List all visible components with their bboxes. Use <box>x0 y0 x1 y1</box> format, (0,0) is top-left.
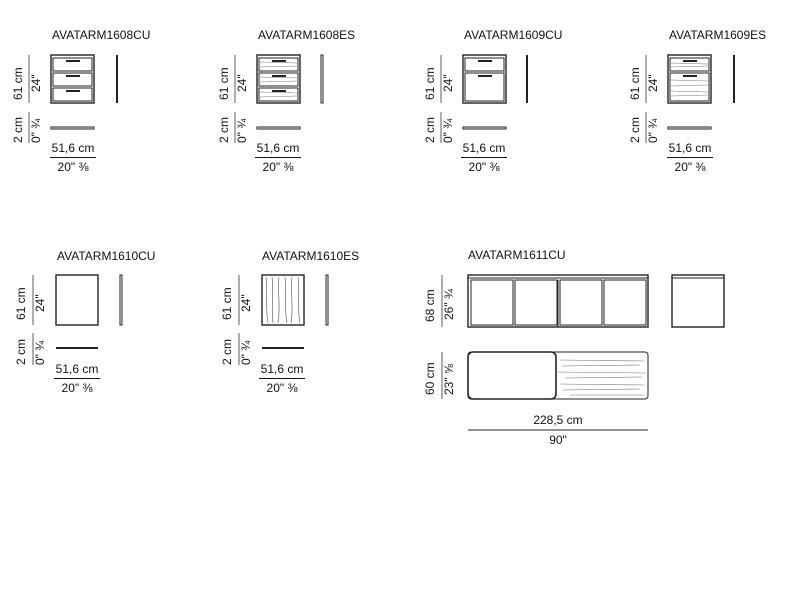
width-in: 20" ⅜ <box>262 160 294 174</box>
thickness-cm: 2 cm <box>217 116 231 143</box>
height-in: 24" <box>235 74 249 92</box>
drawer <box>53 73 92 86</box>
thickness-in: 0" ¾ <box>646 118 660 143</box>
width-dimension <box>259 363 305 394</box>
side-view <box>672 275 724 327</box>
height-cm: 61 cm <box>11 67 25 100</box>
drawing-1609es <box>668 55 734 129</box>
height-in: 24" <box>441 74 455 92</box>
top-view <box>257 127 300 129</box>
height-in: 24" <box>33 294 47 312</box>
width-in: 20" ⅜ <box>674 160 706 174</box>
width-dimension <box>50 142 96 173</box>
top-view <box>51 127 94 129</box>
width-in: 20" ⅜ <box>266 381 298 395</box>
width-cm: 51,6 cm <box>255 142 301 158</box>
drawing-1608cu <box>51 55 117 129</box>
thickness-cm: 2 cm <box>628 116 642 143</box>
top-view <box>468 352 648 399</box>
width-in: 20" ⅜ <box>61 381 93 395</box>
thickness-in: 0" ¾ <box>33 340 47 365</box>
thickness-in: 0" ¾ <box>235 118 249 143</box>
thickness-cm: 2 cm <box>423 116 437 143</box>
width-cm: 51,6 cm <box>259 363 305 379</box>
module-code: AVATARM1608ES <box>258 28 356 42</box>
height-cm: 61 cm <box>14 287 28 320</box>
height-in: 24" <box>239 294 253 312</box>
width-cm: 51,6 cm <box>667 142 713 158</box>
drawing-1610es <box>262 275 328 348</box>
thickness-in: 0" ¾ <box>239 340 253 365</box>
height-cm: 61 cm <box>628 67 642 100</box>
height-in: 26" ¾ <box>442 289 456 320</box>
thickness-cm: 2 cm <box>11 116 25 143</box>
drawing-1611cu <box>468 275 724 430</box>
height-cm: 61 cm <box>217 67 231 100</box>
depth-cm: 60 cm <box>423 362 437 395</box>
width-in: 20" ⅜ <box>468 160 500 174</box>
drawer <box>53 58 92 71</box>
height-cm: 68 cm <box>423 289 437 322</box>
depth-in: 23" ⅝ <box>442 364 456 395</box>
width-cm: 51,6 cm <box>461 142 507 158</box>
front-view <box>51 55 94 103</box>
drawer <box>53 88 92 101</box>
module-code: AVATARM1608CU <box>52 28 151 42</box>
thickness-in: 0" ¾ <box>441 118 455 143</box>
module-code: AVATARM1609ES <box>669 28 767 42</box>
drawing-1608es <box>257 55 323 129</box>
width-cm: 228,5 cm <box>533 413 583 427</box>
thickness-cm: 2 cm <box>14 338 28 365</box>
width-dimension <box>667 142 713 173</box>
width-dimension <box>461 142 507 173</box>
height-cm: 61 cm <box>220 287 234 320</box>
width-in: 90" <box>549 433 567 447</box>
width-cm: 51,6 cm <box>54 363 100 379</box>
thickness-in: 0" ¾ <box>29 118 43 143</box>
side-view <box>321 55 323 103</box>
width-dimension <box>54 363 100 394</box>
width-cm: 51,6 cm <box>50 142 96 158</box>
thickness-cm: 2 cm <box>220 338 234 365</box>
module-code: AVATARM1611CU <box>468 248 566 262</box>
drawing-1609cu <box>463 55 527 129</box>
drawing-1610cu <box>56 275 122 348</box>
width-in: 20" ⅜ <box>57 160 89 174</box>
module-code: AVATARM1610CU <box>57 249 156 263</box>
height-cm: 61 cm <box>423 67 437 100</box>
height-in: 24" <box>646 74 660 92</box>
width-dimension <box>255 142 301 173</box>
height-in: 24" <box>29 74 43 92</box>
module-code: AVATARM1609CU <box>464 28 563 42</box>
module-code: AVATARM1610ES <box>262 249 360 263</box>
